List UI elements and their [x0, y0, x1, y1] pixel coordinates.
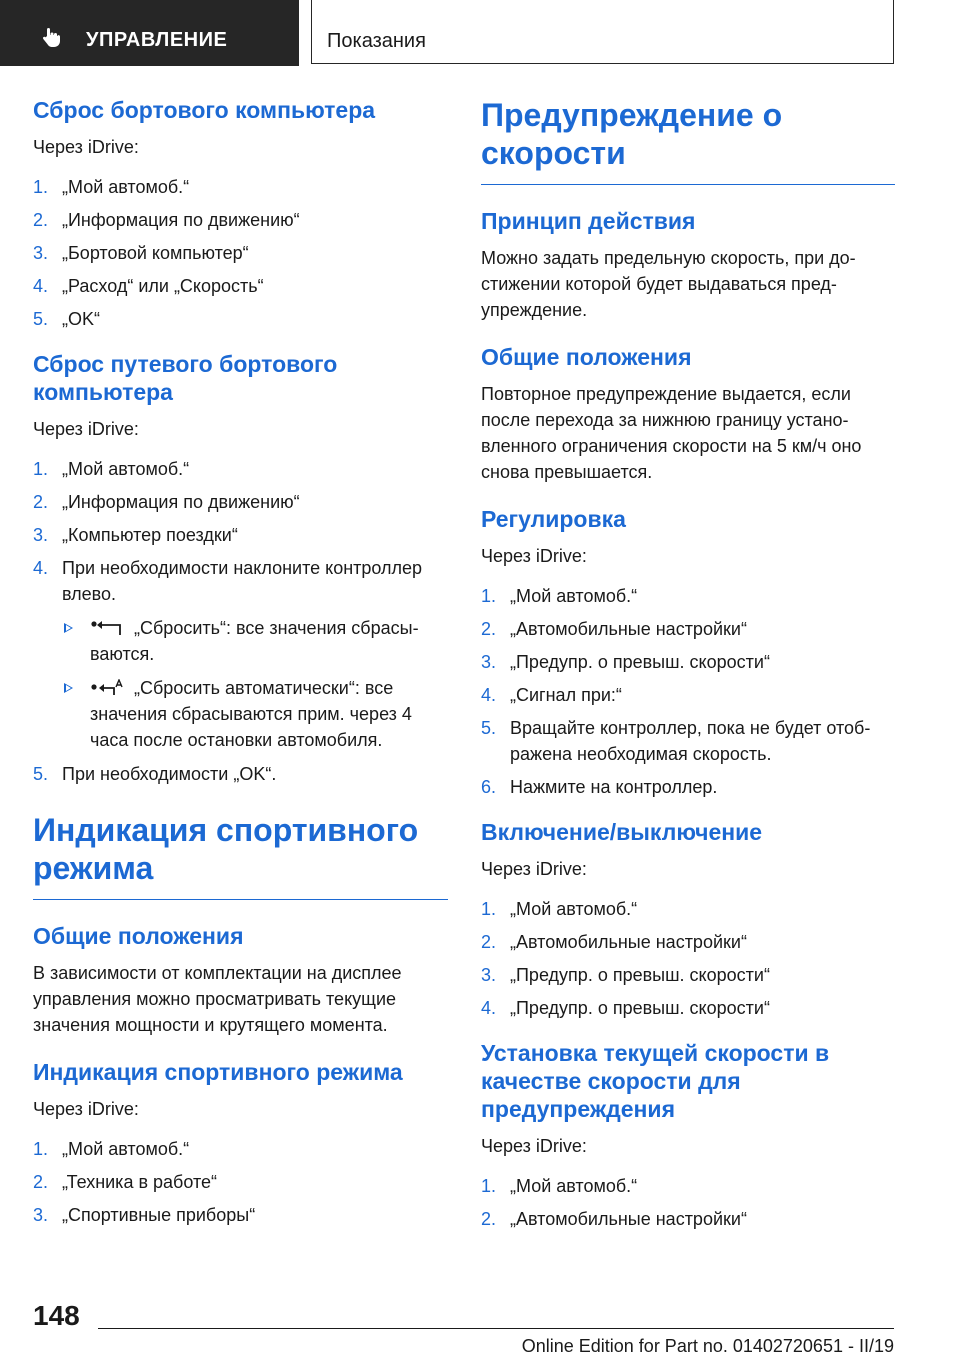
list-item: „Сбросить“: все значения сбрасы-ваются.: [62, 615, 448, 667]
list-item: 3. „Спортивные приборы“: [33, 1205, 256, 1225]
section-tab[interactable]: [0, 0, 299, 66]
list-item: 3. „Бортовой компьютер“: [33, 243, 249, 263]
onoff-section: [481, 818, 895, 1021]
warning-general-title: Общие положения: [481, 344, 692, 370]
bullet-triangle-icon: [64, 623, 73, 633]
page-header: [0, 0, 960, 66]
sport-section: [33, 811, 448, 1228]
edition-text: Online Edition for Part no. 01402720651 - II/19: [521, 1336, 894, 1356]
reset-bc-intro: Через iDrive:: [33, 137, 139, 157]
list-item: 1. „Мой автомоб.“: [33, 177, 190, 197]
list-item: 2. „Информация по движению“: [33, 492, 300, 512]
sport-sub-title: Индикация спортивного режима: [33, 1059, 403, 1085]
adjust-steps: [481, 583, 895, 800]
list-item: 2. „Информация по движению“: [33, 210, 300, 230]
list-item: 4. При необходимости наклоните контроллер влево. „Сбросить“: все значения сбрасы-ваются. „Сбросить автоматически“: все значения сбрасываются прим. через 4 часа после остановки автомобиля.: [33, 555, 448, 753]
list-item: 1. „Мой автомоб.“: [481, 586, 638, 606]
list-item: 1. „Мой автомоб.“: [481, 1176, 638, 1196]
reset-bc-title: Сброс бортового компьютера: [33, 97, 376, 123]
current-speed-title: Установка текущей скорости в качестве скорости для предупреждения: [481, 1040, 830, 1122]
reset-bc-steps: [33, 174, 448, 332]
list-item: 1. „Мой автомоб.“: [33, 459, 190, 479]
reset-trip-title: Сброс путевого бортового компьютера: [33, 351, 338, 405]
section-title: УПРАВЛЕНИЕ: [86, 29, 228, 51]
list-item: 1. „Мой автомоб.“: [33, 1139, 190, 1159]
list-item: 2. „Автомобильные настройки“: [481, 932, 747, 952]
list-item: 3. „Компьютер поездки“: [33, 525, 238, 545]
list-item: 5. Вращайте контроллер, пока не будет отоб-ражена необходимая скорость.: [481, 718, 871, 764]
chapter-box: [311, 0, 894, 64]
list-item: 2. „Автомобильные настройки“: [481, 1209, 747, 1229]
list-item: „Сбросить автоматически“: все значения сбрасываются прим. через 4 часа после остановки автомобиля.: [62, 675, 448, 753]
reset-options: [62, 615, 448, 753]
onoff-steps: [481, 896, 895, 1021]
sport-general-text: В зависимости от комплектации на дисплее управления можно просматривать текущие значения мощности и крутящего момента.: [33, 963, 402, 1035]
list-item: 4. „Сигнал при:“: [481, 685, 622, 705]
list-item: 2. „Техника в работе“: [33, 1172, 218, 1192]
list-item: 5. „OK“: [33, 309, 100, 329]
reset-bc-section: [33, 96, 448, 332]
auto-reset-icon: [90, 679, 126, 697]
current-speed-steps: [481, 1173, 895, 1232]
principle-title: Принцип действия: [481, 208, 696, 234]
chapter-title: Показания: [327, 30, 426, 52]
page-number: 148: [33, 1300, 80, 1331]
footer-divider: [98, 1328, 894, 1329]
list-item: 3. „Предупр. о превыш. скорости“: [481, 652, 770, 672]
hand-pointer-icon: [40, 25, 64, 49]
list-item: 3. „Предупр. о превыш. скорости“: [481, 965, 770, 985]
list-item: 4. „Предупр. о превыш. скорости“: [481, 998, 770, 1018]
onoff-title: Включение/выключение: [481, 819, 763, 845]
list-item: 1. „Мой автомоб.“: [481, 899, 638, 919]
page-footer: [0, 1290, 960, 1362]
reset-trip-intro: Через iDrive:: [33, 419, 139, 439]
onoff-intro: Через iDrive:: [481, 859, 587, 879]
sport-title: Индикация спортивного режима: [33, 812, 419, 886]
adjust-section: [481, 505, 895, 800]
right-column: [481, 96, 895, 1250]
section-divider: [481, 184, 895, 185]
warning-title: Предупреждение о скорости: [481, 97, 783, 171]
current-speed-intro: Через iDrive:: [481, 1136, 587, 1156]
current-speed-section: [481, 1039, 895, 1232]
adjust-intro: Через iDrive:: [481, 546, 587, 566]
sport-steps: [33, 1136, 448, 1228]
reset-trip-steps: [33, 456, 448, 787]
list-item: 5. При необходимости „OK“.: [33, 764, 277, 784]
adjust-title: Регулировка: [481, 506, 626, 532]
reset-trip-section: [33, 350, 448, 787]
list-item: 6. Нажмите на контроллер.: [481, 777, 718, 797]
bullet-triangle-icon: [64, 683, 73, 693]
left-column: [33, 96, 448, 1246]
section-divider: [33, 899, 448, 900]
list-item: 2. „Автомобильные настройки“: [481, 619, 747, 639]
reset-icon: [90, 619, 126, 637]
warning-general-text: Повторное предупреждение выдается, если после перехода за нижнюю границу устано-вленного ограничения скорости на 5 км/ч оно снова превышается.: [481, 384, 862, 482]
sport-intro: Через iDrive:: [33, 1099, 139, 1119]
warning-section: [481, 96, 895, 485]
principle-text: Можно задать предельную скорость, при до-стижении которой будет выдаваться пред-упреждение.: [481, 248, 856, 320]
sport-general-title: Общие положения: [33, 923, 244, 949]
list-item: 4. „Расход“ или „Скорость“: [33, 276, 264, 296]
